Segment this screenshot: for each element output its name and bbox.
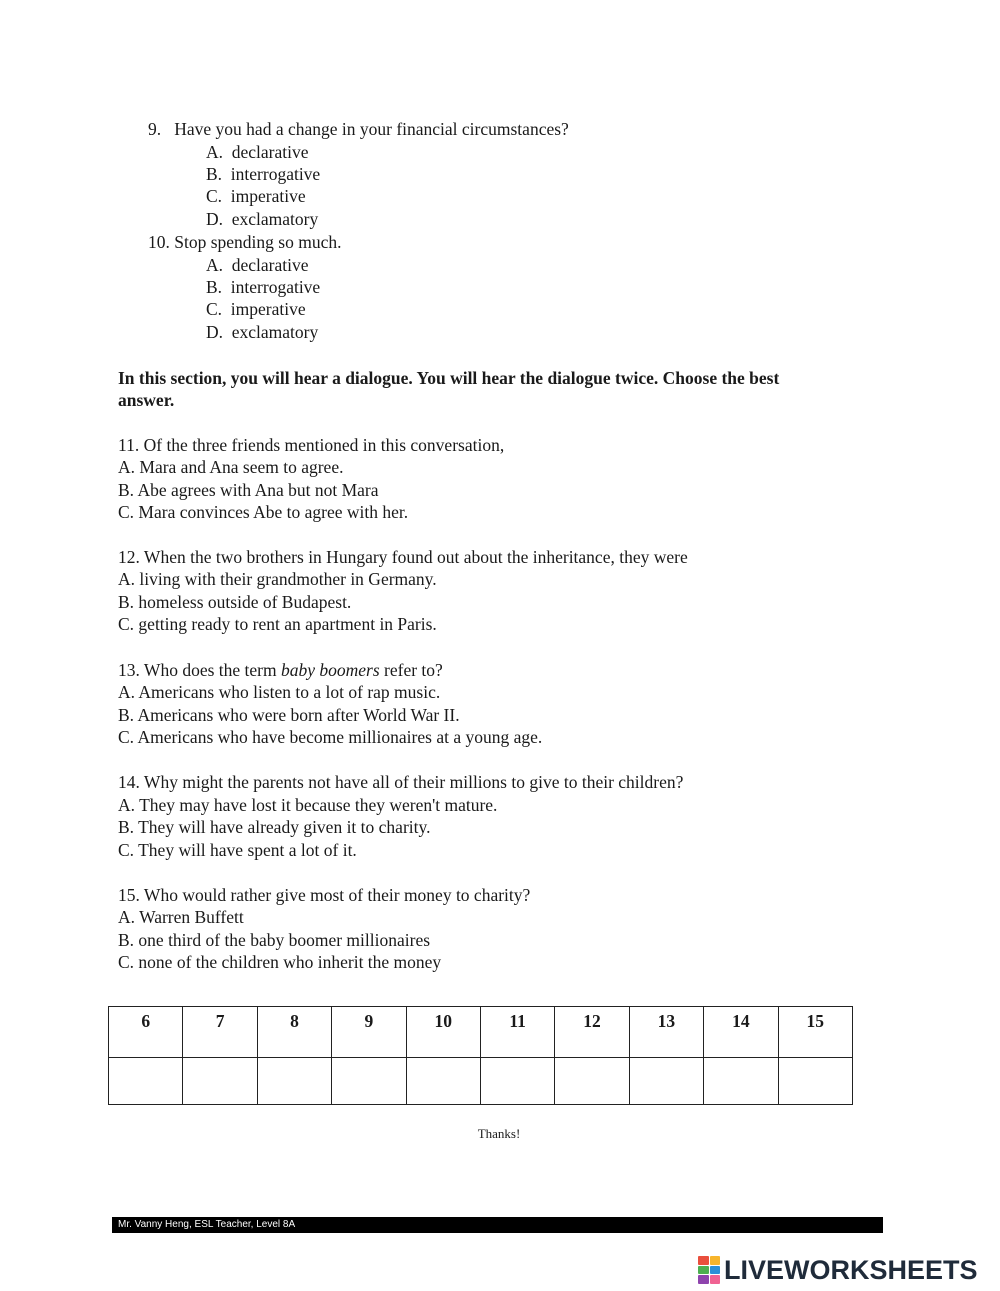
logo-block-icon <box>710 1266 721 1275</box>
question-14-option-a[interactable]: A. They may have lost it because they weren't mature. <box>118 795 498 815</box>
answer-header-10: 10 <box>406 1007 480 1058</box>
question-12-option-b[interactable]: B. homeless outside of Budapest. <box>118 592 352 612</box>
question-13-option-b[interactable]: B. Americans who were born after World War II. <box>118 705 460 725</box>
question-12-option-a[interactable]: A. living with their grandmother in Germany. <box>118 569 437 589</box>
question-9-option-b[interactable]: B. interrogative <box>206 164 321 184</box>
answer-cell-12[interactable] <box>555 1058 629 1105</box>
liveworksheets-logo <box>698 1253 978 1287</box>
answer-header-6: 6 <box>109 1007 183 1058</box>
question-15-option-a[interactable]: A. Warren Buffett <box>118 907 244 927</box>
answer-table-input-row <box>109 1058 853 1105</box>
answer-header-9: 9 <box>332 1007 406 1058</box>
answer-cell-9[interactable] <box>332 1058 406 1105</box>
question-11-option-b[interactable]: B. Abe agrees with Ana but not Mara <box>118 480 379 500</box>
question-10-option-c[interactable]: C. imperative <box>206 299 306 319</box>
question-11-option-c[interactable]: C. Mara convinces Abe to agree with her. <box>118 502 409 522</box>
answer-cell-13[interactable] <box>629 1058 703 1105</box>
logo-block-icon <box>710 1275 721 1284</box>
question-13-option-a[interactable]: A. Americans who listen to a lot of rap music. <box>118 682 441 702</box>
question-10-option-a[interactable]: A. declarative <box>206 255 309 275</box>
logo-block-icon <box>698 1256 709 1265</box>
logo-block-icon <box>698 1266 709 1275</box>
question-9-stem: 9. Have you had a change in your financial circumstances? <box>148 119 569 139</box>
answer-header-15: 15 <box>778 1007 852 1058</box>
thanks-text: Thanks! <box>477 1126 521 1141</box>
logo-block-icon <box>698 1275 709 1284</box>
answer-cell-6[interactable] <box>109 1058 183 1105</box>
section-instruction-line-2: answer. <box>118 390 175 410</box>
question-9-option-d[interactable]: D. exclamatory <box>206 209 319 229</box>
question-10-option-d[interactable]: D. exclamatory <box>206 322 319 342</box>
question-13-stem-italic: baby boomers <box>280 660 380 680</box>
question-13-stem-after: refer to? <box>379 660 443 680</box>
answer-table <box>108 1006 853 1105</box>
answer-header-8: 8 <box>257 1007 331 1058</box>
question-11-option-a[interactable]: A. Mara and Ana seem to agree. <box>118 457 344 477</box>
logo-block-icon <box>710 1256 721 1265</box>
question-15-option-c[interactable]: C. none of the children who inherit the money <box>118 952 442 972</box>
question-15-option-b[interactable]: B. one third of the baby boomer millionaires <box>118 930 431 950</box>
question-9-option-c[interactable]: C. imperative <box>206 186 306 206</box>
question-10-stem: 10. Stop spending so much. <box>148 232 342 252</box>
answer-cell-10[interactable] <box>406 1058 480 1105</box>
answer-cell-15[interactable] <box>778 1058 852 1105</box>
question-13-stem-before: 13. Who does the term <box>118 660 281 680</box>
footer-bar: Mr. Vanny Heng, ESL Teacher, Level 8A <box>112 1217 883 1233</box>
answer-header-12: 12 <box>555 1007 629 1058</box>
answer-header-13: 13 <box>629 1007 703 1058</box>
answer-cell-11[interactable] <box>480 1058 554 1105</box>
question-14-option-c[interactable]: C. They will have spent a lot of it. <box>118 840 357 860</box>
question-9-option-a[interactable]: A. declarative <box>206 142 309 162</box>
answer-cell-8[interactable] <box>257 1058 331 1105</box>
question-11-stem: 11. Of the three friends mentioned in this conversation, <box>118 435 505 455</box>
liveworksheets-logo-icon <box>698 1256 720 1284</box>
question-13-stem <box>118 659 443 681</box>
section-instruction-line-1: In this section, you will hear a dialogue. You will hear the dialogue twice. Choose the best <box>118 368 780 388</box>
question-14-option-b[interactable]: B. They will have already given it to charity. <box>118 817 431 837</box>
answer-header-14: 14 <box>704 1007 778 1058</box>
question-10-option-b[interactable]: B. interrogative <box>206 277 321 297</box>
question-12-option-c[interactable]: C. getting ready to rent an apartment in Paris. <box>118 614 437 634</box>
answer-header-7: 7 <box>183 1007 257 1058</box>
question-13-option-c[interactable]: C. Americans who have become millionaires at a young age. <box>118 727 543 747</box>
question-12-stem: 12. When the two brothers in Hungary found out about the inheritance, they were <box>118 547 688 567</box>
answer-table-header-row <box>109 1007 853 1058</box>
question-14-stem: 14. Why might the parents not have all of their millions to give to their children? <box>118 772 684 792</box>
answer-header-11: 11 <box>480 1007 554 1058</box>
answer-cell-7[interactable] <box>183 1058 257 1105</box>
answer-cell-14[interactable] <box>704 1058 778 1105</box>
question-15-stem: 15. Who would rather give most of their money to charity? <box>118 885 531 905</box>
liveworksheets-logo-text: LIVEWORKSHEETS <box>724 1254 978 1285</box>
